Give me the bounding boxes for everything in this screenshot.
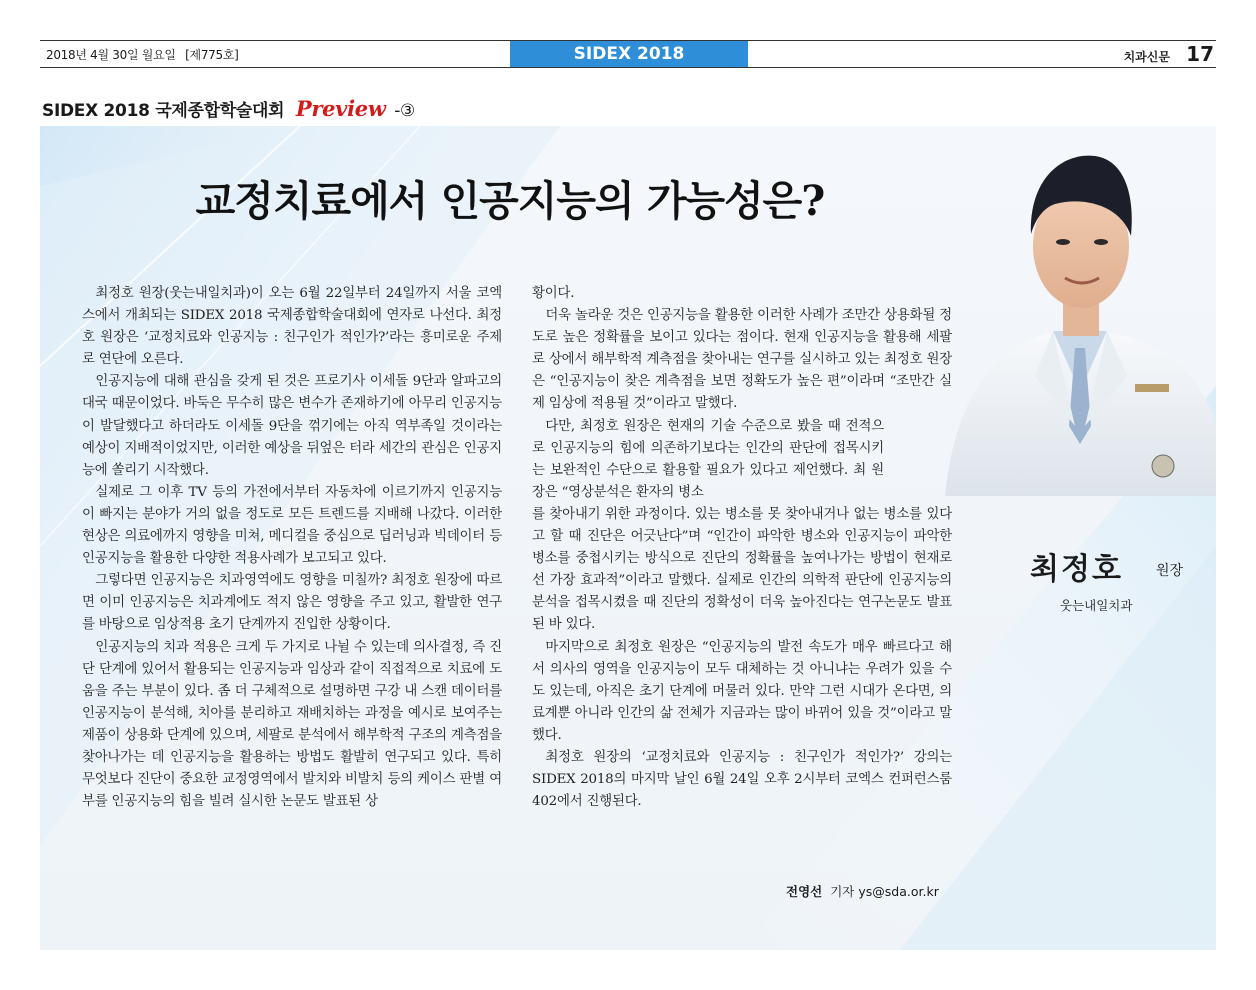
byline: [786, 882, 939, 900]
caption-name: 최정호: [1030, 552, 1123, 587]
paragraph: 실제로 그 이후 TV 등의 가전에서부터 자동차에 이르기까지 인공지능이 빠지는 분야가 거의 없을 정도로 모든 트렌드를 지배해 나갔다. 이러한 현상은 의료에까지 영향을 미쳐, 메디컬을 중심으로 딥러닝과 빅데이터 등 인공지능을 활용한 다양한 적용사례가 보고되고 있다.: [82, 484, 502, 567]
series-number: -③: [394, 101, 415, 121]
paper-name: 치과신문: [1123, 50, 1170, 64]
reporter-role: 기자: [830, 884, 855, 899]
caption-clinic: 웃는내일치과: [1060, 598, 1133, 613]
caption-title: 원장: [1156, 563, 1184, 579]
paragraph: 인공지능에 대해 관심을 갖게 된 것은 프로기사 이세돌 9단과 알파고의 대국 때문이었다. 바둑은 무수히 많은 변수가 존재하기에 아무리 인공지능이 발달했다고 하더라도 이세돌 9단을 꺾기에는 아직 역부족일 것이라는 예상이 지배적이었지만, 이러한 예상을 뒤엎은 터라 세간의 관심은 인공지능에 쏠리기 시작했다.: [82, 374, 502, 478]
paragraph-continued: 황이다.: [532, 286, 575, 301]
portrait-photo: [935, 126, 1216, 496]
paragraph: 더욱 놀라운 것은 인공지능을 활용한 이러한 사례가 조만간 상용화될 정도로 높은 정확률을 보이고 있다는 점이다. 현재 인공지능을 활용해 세팔로 상에서 해부학적 계측점을 찾아내는 연구를 실시하고 있는 최정호 원장은 “인공지능이 찾은 계측점을 보면 정확도가 높은 편”이라며 “조만간 실제 임상에 적용될 것”이라고 말했다.: [532, 308, 952, 412]
paragraph: 최정호 원장의 ‘교정치료와 인공지능 : 친구인가 적인가?’ 강의는 SIDEX 2018의 마지막 날인 6월 24일 오후 2시부터 코엑스 컨퍼런스룸 402에서 진행된다.: [532, 749, 952, 810]
header-dateline: [46, 46, 245, 63]
page-number: 17: [1186, 42, 1214, 66]
header-masthead: [1124, 42, 1214, 66]
header-bottom-rule: [40, 67, 1216, 68]
series-prefix: SIDEX 2018 국제종합학술대회: [42, 101, 285, 121]
paragraph: 그렇다면 인공지능은 치과영역에도 영향을 미칠까? 최정호 원장에 따르면 이미 인공지능은 치과계에도 적지 않은 영향을 주고 있고, 활발한 연구를 바탕으로 임상적용 초기 단계까지 진입한 상황이다.: [82, 573, 502, 633]
paragraph: 다만, 최정호 원장은 현재의 기술 수준으로 봤을 때 전적으로 인공지능의 힘에 의존하기보다는 인간의 판단에 접목시키는 보완적인 수단으로 활용할 필요가 있다고 제언했다. 최 원장은 “영상분석은 환자의 병소: [532, 418, 884, 500]
reporter-email: ys@sda.or.kr: [858, 884, 939, 899]
section-tab: SIDEX 2018: [510, 41, 748, 67]
paragraph-continued: 를 찾아내기 위한 과정이다. 있는 병소를 못 찾아내거나 없는 병소를 있다고 할 때 진단은 어긋난다”며 “인간이 파악한 병소와 인공지능이 파악한 병소를 중첩시키는 방식으로 진단의 정확률을 높여나가는 방법이 현재로선 가장 효과적”이라고 말했다. 실제로 인간의 의학적 판단에 인공지능의 분석을 접목시켰을 때 진단의 정확성이 더욱 높아진다는 연구논문도 발표된 바 있다.: [532, 506, 952, 633]
issue-date: 2018년 4월 30일 월요일: [46, 48, 176, 62]
paragraph: 최정호 원장(웃는내일치과)이 오는 6월 22일부터 24일까지 서울 코엑스에서 개최되는 SIDEX 2018 국제종합학술대회에 연자로 나선다. 최정호 원장은 ‘교정치료와 인공지능 : 친구인가 적인가?’라는 흥미로운 주제로 연단에 오른다.: [82, 286, 502, 368]
article-column-2: [532, 283, 952, 813]
reporter-name: 전영선: [786, 884, 823, 899]
article-column-1: [82, 283, 502, 813]
series-label: [42, 96, 415, 121]
paragraph: 인공지능의 치과 적용은 크게 두 가지로 나뉠 수 있는데 의사결정, 즉 진단 단계에 있어서 활용되는 인공지능과 임상과 같이 직접적으로 치료에 도움을 주는 부분이 있다. 좀 더 구체적으로 설명하면 구강 내 스캔 데이터를 인공지능이 분석해, 치아를 분리하고 재배치하는 과정을 예시로 보여주는 제품이 상용화 단계에 있으며, 세팔로 분석에서 해부학적 구조의 계측점을 찾아나가는 데 인공지능을 활용하는 방법도 활발히 연구되고 있다. 특히 무엇보다 진단이 중요한 교정영역에서 발치와 비발치 등의 케이스 판별 여부를 인공지능의 힘을 빌려 실시한 논문도 발표된 상: [82, 639, 502, 810]
preview-wordmark: Preview: [295, 96, 386, 121]
headline: 교정치료에서 인공지능의 가능성은?: [195, 177, 825, 225]
paragraph: 마지막으로 최정호 원장은 “인공지능의 발전 속도가 매우 빠르다고 해서 의사의 영역을 인공지능이 모두 대체하는 것 아니냐는 우려가 있을 수도 있는데, 아직은 초기 단계에 머물러 있다. 만약 그런 시대가 온다면, 의료계뿐 아니라 인간의 삶 전체가 지금과는 많이 바뀌어 있을 것”이라고 말했다.: [532, 639, 952, 743]
issue-number: [제775호]: [185, 48, 239, 62]
